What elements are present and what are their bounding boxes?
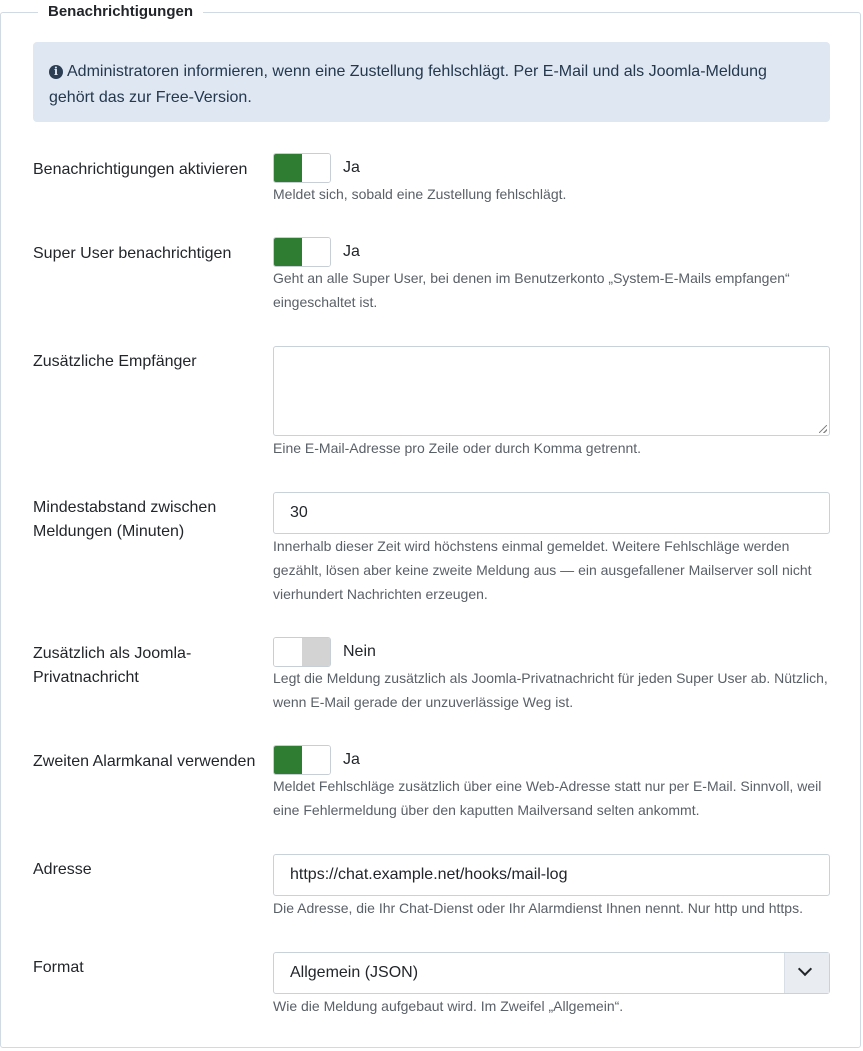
second-channel-label: Zweiten Alarmkanal verwenden bbox=[33, 753, 256, 770]
extra-recipients-help: Eine E-Mail-Adresse pro Zeile oder durch Komma getrennt. bbox=[273, 440, 642, 456]
min-interval-label: Mindestabstand zwischen Meldungen (Minuten) bbox=[33, 499, 217, 540]
notify-superuser-toggle[interactable] bbox=[273, 237, 331, 267]
second-channel-value: Ja bbox=[343, 751, 360, 768]
notify-superuser-value: Ja bbox=[343, 243, 360, 260]
notify-superuser-label: Super User benachrichtigen bbox=[33, 245, 232, 262]
fieldset-legend: Benachrichtigungen bbox=[38, 2, 203, 22]
info-alert-text: Administratoren informieren, wenn eine Zustellung fehlschlägt. Per E-Mail und als Joomla-Meldung gehört das zur Free-Version. bbox=[49, 63, 767, 106]
extra-recipients-label: Zusätzliche Empfänger bbox=[33, 353, 197, 370]
info-circle-icon: i bbox=[49, 65, 63, 79]
enable-notifications-help: Meldet sich, sobald eine Zustellung fehlschlägt. bbox=[273, 186, 567, 202]
private-message-help: Legt die Meldung zusätzlich als Joomla-Privatnachricht für jeden Super User ab. Nützlich, wenn E-Mail gerade der unzuverlässige Weg ist. bbox=[273, 670, 828, 710]
address-label: Adresse bbox=[33, 861, 92, 878]
address-input[interactable]: https://chat.example.net/hooks/mail-log bbox=[273, 854, 830, 896]
format-dropdown-button[interactable] bbox=[784, 953, 829, 993]
private-message-toggle[interactable] bbox=[273, 637, 331, 667]
enable-notifications-value: Ja bbox=[343, 159, 360, 176]
notify-superuser-help: Geht an alle Super User, bei denen im Benutzerkonto „System-E-Mails empfangen“ eingeschaltet ist. bbox=[273, 270, 790, 310]
format-select[interactable] bbox=[273, 952, 830, 994]
private-message-label: Zusätzlich als Joomla-Privatnachricht bbox=[33, 645, 192, 686]
enable-notifications-label: Benachrichtigungen aktivieren bbox=[33, 161, 248, 178]
min-interval-input[interactable]: 30 bbox=[273, 492, 830, 534]
chevron-down-icon bbox=[798, 962, 812, 976]
resize-grip-icon[interactable] bbox=[819, 425, 827, 433]
info-alert bbox=[33, 42, 830, 122]
enable-notifications-toggle[interactable] bbox=[273, 153, 331, 183]
second-channel-help: Meldet Fehlschläge zusätzlich über eine Web-Adresse statt nur per E-Mail. Sinnvoll, weil eine Fehlermeldung über den kaputten Mailversand selten ankommt. bbox=[273, 778, 822, 818]
extra-recipients-textarea[interactable] bbox=[273, 346, 830, 436]
format-label: Format bbox=[33, 959, 84, 976]
format-select-value: Allgemein (JSON) bbox=[290, 964, 419, 981]
min-interval-help: Innerhalb dieser Zeit wird höchstens einmal gemeldet. Weitere Fehlschläge werden gezählt, lösen aber keine zweite Meldung aus — ein ausgefallener Mailserver soll nicht vierhundert Nachrichten erzeugen. bbox=[273, 538, 812, 602]
second-channel-toggle[interactable] bbox=[273, 745, 331, 775]
private-message-value: Nein bbox=[343, 643, 376, 660]
address-help: Die Adresse, die Ihr Chat-Dienst oder Ihr Alarmdienst Ihnen nennt. Nur http und https. bbox=[273, 900, 803, 916]
format-help: Wie die Meldung aufgebaut wird. Im Zweifel „Allgemein“. bbox=[273, 998, 624, 1014]
